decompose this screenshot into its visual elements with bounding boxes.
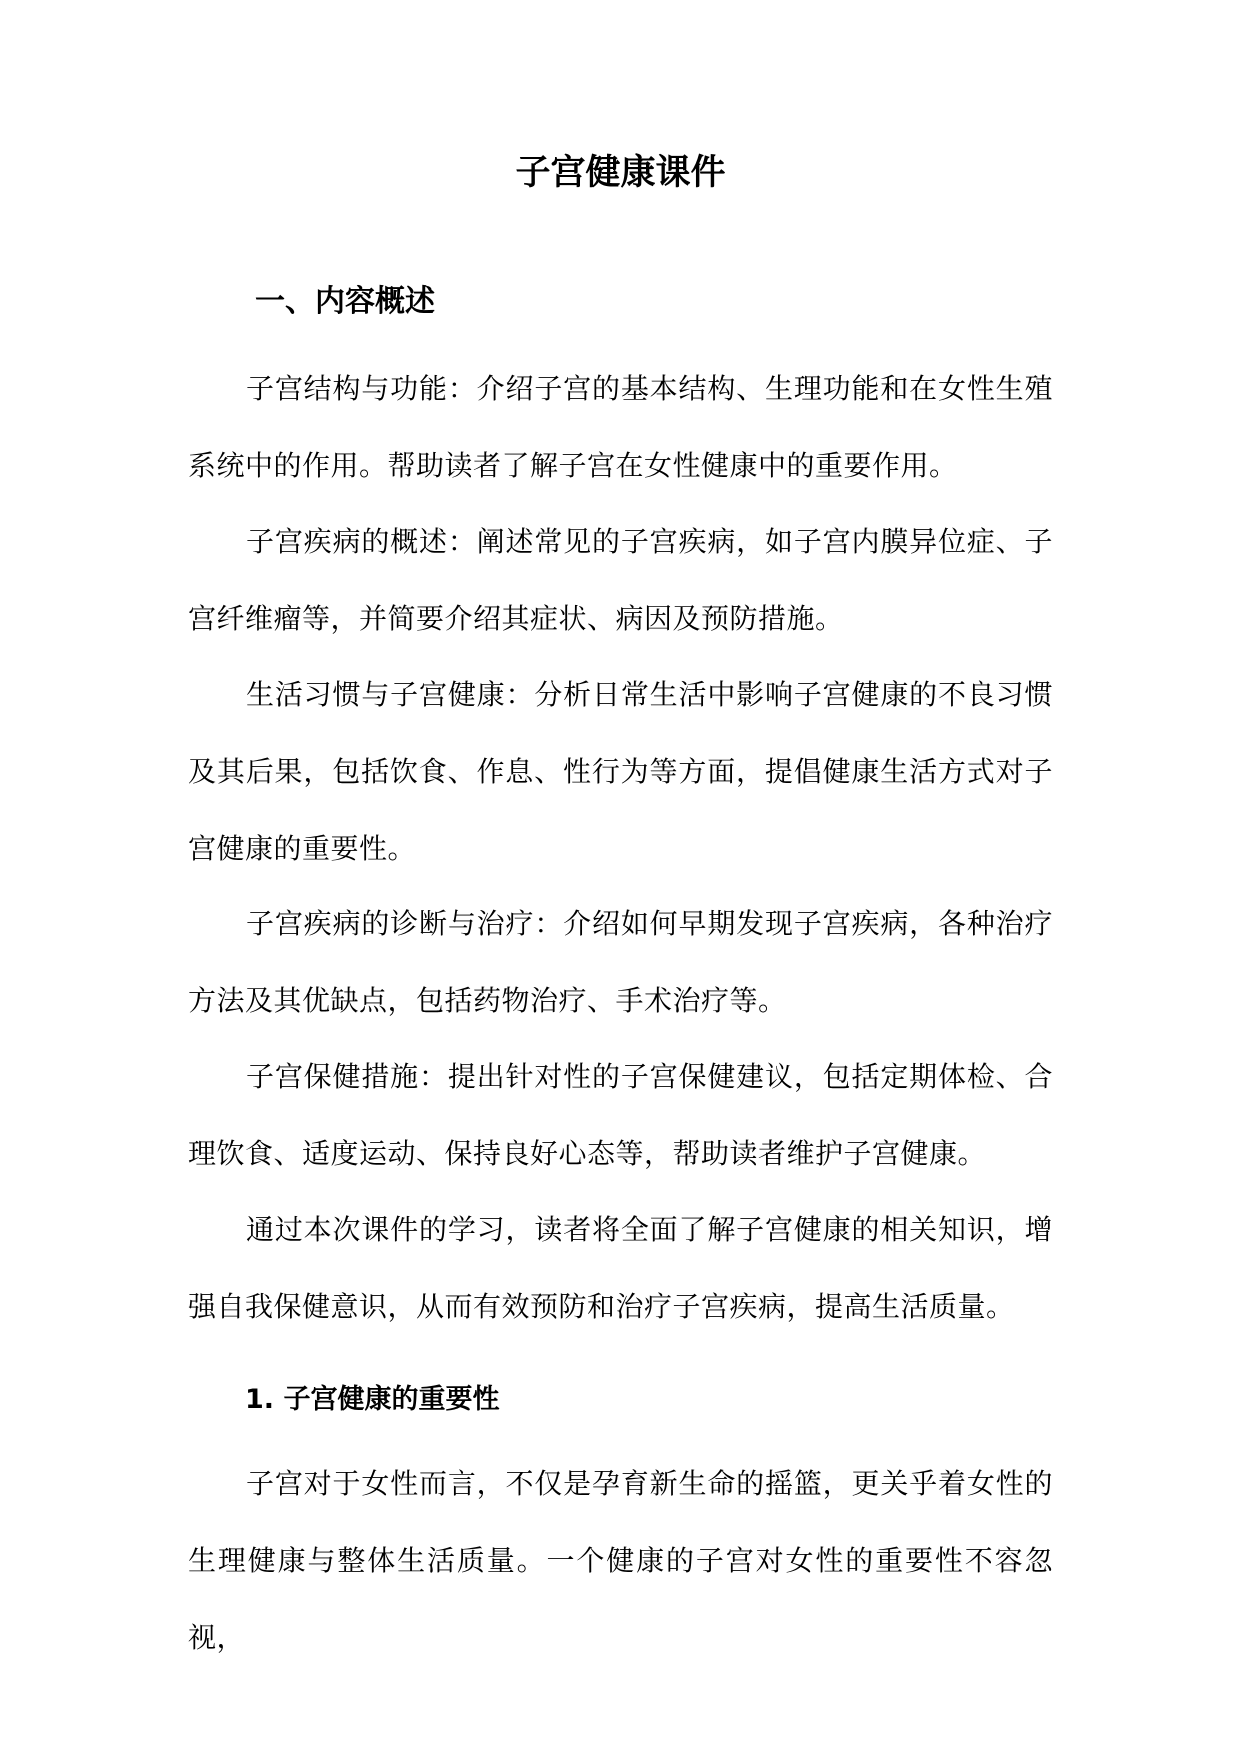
paragraph-diagnosis-treatment: 子宫疾病的诊断与治疗：介绍如何早期发现子宫疾病，各种治疗方法及其优缺点，包括药物治疗、手术治疗等。 — [188, 907, 1053, 1017]
paragraph-summary: 通过本次课件的学习，读者将全面了解子宫健康的相关知识，增强自我保健意识，从而有效预防和治疗子宫疾病，提高生活质量。 — [188, 1213, 1053, 1323]
paragraph-healthcare-measures: 子宫保健措施：提出针对性的子宫保健建议，包括定期体检、合理饮食、适度运动、保持良好心态等，帮助读者维护子宫健康。 — [188, 1060, 1053, 1170]
section-heading: 一、内容概述 — [255, 284, 435, 319]
document-title: 子宫健康课件 — [515, 153, 726, 193]
paragraph-importance: 子宫对于女性而言，不仅是孕育新生命的摇篮，更关乎着女性的生理健康与整体生活质量。一个健康的子宫对女性的重要性不容忽视， — [188, 1467, 1053, 1654]
paragraph-uterus-structure: 子宫结构与功能：介绍子宫的基本结构、生理功能和在女性生殖系统中的作用。帮助读者了解子宫在女性健康中的重要作用。 — [188, 372, 1053, 482]
paragraph-uterus-diseases-overview: 子宫疾病的概述：阐述常见的子宫疾病，如子宫内膜异位症、子宫纤维瘤等，并简要介绍其症状、病因及预防措施。 — [188, 525, 1053, 635]
subsection-heading: 1. 子宫健康的重要性 — [245, 1384, 500, 1415]
paragraph-lifestyle-habits: 生活习惯与子宫健康：分析日常生活中影响子宫健康的不良习惯及其后果，包括饮食、作息、性行为等方面，提倡健康生活方式对子宫健康的重要性。 — [188, 678, 1053, 865]
